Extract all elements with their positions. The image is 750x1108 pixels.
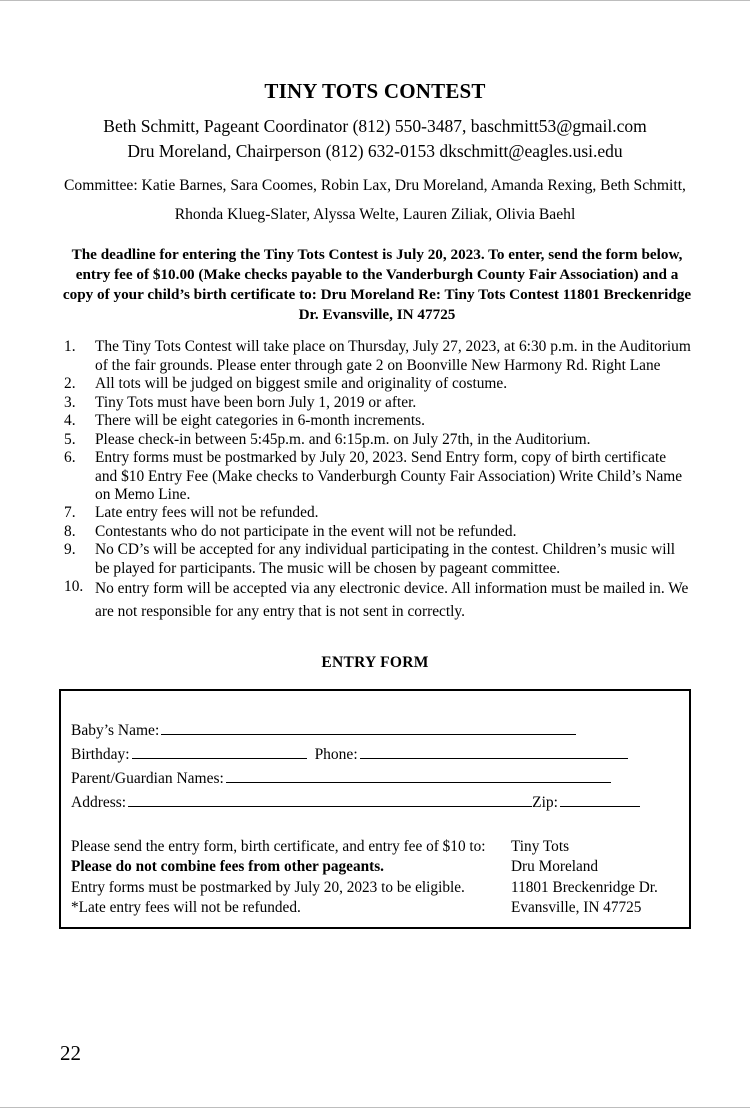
list-item-text: Late entry fees will not be refunded. <box>95 504 319 522</box>
zip-input[interactable] <box>560 793 640 807</box>
mailing-address-block <box>511 837 689 918</box>
list-item <box>62 412 692 430</box>
instruction-line-1: Please send the entry form, birth certificate, and entry fee of $10 to: <box>71 838 486 856</box>
list-item <box>62 375 692 393</box>
list-item-number: 4. <box>64 412 76 430</box>
mailing-address-line-3: 11801 Breckenridge Dr. <box>511 878 658 896</box>
birthday-label: Birthday: <box>71 746 130 764</box>
list-item-text: Please check-in between 5:45p.m. and 6:15p.m. on July 27th, in the Auditorium. <box>95 430 591 448</box>
list-item <box>62 541 692 578</box>
list-item-number: 7. <box>64 504 76 522</box>
mailing-address-line-2: Dru Moreland <box>511 858 599 876</box>
list-item-text: No CD’s will be accepted for any individual participating in the contest. Children’s music will be played for participants. The music will be chosen by pageant committee. <box>95 541 676 577</box>
entry-form-instructions <box>71 837 511 918</box>
page-number: 22 <box>60 1041 81 1065</box>
list-item-number: 10. <box>64 578 84 596</box>
entry-form-box <box>59 689 691 929</box>
field-row-address-zip <box>71 793 689 817</box>
list-item-text: All tots will be judged on biggest smile and originality of costume. <box>95 375 508 393</box>
mailing-address-line-4: Evansville, IN 47725 <box>511 899 642 917</box>
field-row-baby-name <box>71 721 689 745</box>
list-item <box>62 394 692 412</box>
instruction-line-3: Entry forms must be postmarked by July 20, 2023 to be eligible. <box>71 878 465 896</box>
list-item-number: 8. <box>64 522 76 540</box>
phone-label: Phone: <box>314 746 358 764</box>
list-item-number: 5. <box>64 430 76 448</box>
list-item <box>62 449 692 504</box>
baby-name-label: Baby’s Name: <box>71 722 160 740</box>
field-row-parent-names <box>71 769 689 793</box>
list-item-text: Contestants who do not participate in the event will not be refunded. <box>95 522 517 540</box>
phone-input[interactable] <box>360 745 628 759</box>
list-item-number: 6. <box>64 449 76 467</box>
address-input[interactable] <box>128 793 532 807</box>
birthday-input[interactable] <box>132 745 307 759</box>
list-item <box>62 431 692 449</box>
list-item <box>62 578 692 623</box>
rules-list <box>0 325 750 623</box>
zip-label: Zip: <box>532 794 558 812</box>
list-item-number: 3. <box>64 393 76 411</box>
list-item-text: Entry forms must be postmarked by July 20, 2023. Send Entry form, copy of birth certificate and $10 Entry Fee (Make checks to Vanderburgh County Fair Association) Write Child’s Name on Memo Line. <box>95 449 683 503</box>
list-item-number: 2. <box>64 375 76 393</box>
page-content <box>0 1 750 929</box>
list-item <box>62 504 692 522</box>
contact-line-coordinator: Beth Schmitt, Pageant Coordinator (812) 550-3487, baschmitt53@gmail.com <box>103 116 647 136</box>
baby-name-input[interactable] <box>161 721 576 735</box>
list-item <box>62 523 692 541</box>
entry-form-fields <box>61 691 689 817</box>
list-item-number: 1. <box>64 338 76 356</box>
entry-form-footer <box>61 817 689 918</box>
parent-names-label: Parent/Guardian Names: <box>71 770 224 788</box>
committee-line-1: Committee: Katie Barnes, Sara Coomes, Robin Lax, Dru Moreland, Amanda Rexing, Beth Schmitt, <box>64 176 686 194</box>
field-row-birthday-phone <box>71 745 689 769</box>
list-item-number: 9. <box>64 541 76 559</box>
instruction-line-2-bold: Please do not combine fees from other pageants. <box>71 858 384 876</box>
parent-names-input[interactable] <box>226 769 611 783</box>
list-item-text: There will be eight categories in 6-month increments. <box>95 412 425 430</box>
deadline-paragraph: The deadline for entering the Tiny Tots Contest is July 20, 2023. To enter, send the form below, entry fee of $10.00 (Make checks payable to the Vanderburgh County Fair Association) and a copy of your child’s birth certificate to: Dru Moreland Re: Tiny Tots Contest 11801 Breckenridge Dr. Evansville, IN 47725 <box>62 245 692 324</box>
list-item <box>62 338 692 375</box>
instruction-line-4: *Late entry fees will not be refunded. <box>71 899 301 917</box>
page-title: TINY TOTS CONTEST <box>264 79 486 103</box>
committee-line-2: Rhonda Klueg-Slater, Alyssa Welte, Lauren Ziliak, Olivia Baehl <box>174 206 576 224</box>
entry-form-heading: ENTRY FORM <box>321 654 429 672</box>
mailing-address-line-1: Tiny Tots <box>511 838 570 856</box>
list-item-text: The Tiny Tots Contest will take place on Thursday, July 27, 2023, at 6:30 p.m. in the Auditorium of the fair grounds. Please enter through gate 2 on Boonville New Harmony Rd. Right Lane <box>95 338 691 374</box>
list-item-text: No entry form will be accepted via any electronic device. All information must be mailed in. We are not responsible for any entry that is not sent in correctly. <box>95 580 689 620</box>
address-label: Address: <box>71 794 127 812</box>
contact-line-chairperson: Dru Moreland, Chairperson (812) 632-0153 dkschmitt@eagles.usi.edu <box>127 140 623 161</box>
list-item-text: Tiny Tots must have been born July 1, 2019 or after. <box>95 393 417 411</box>
